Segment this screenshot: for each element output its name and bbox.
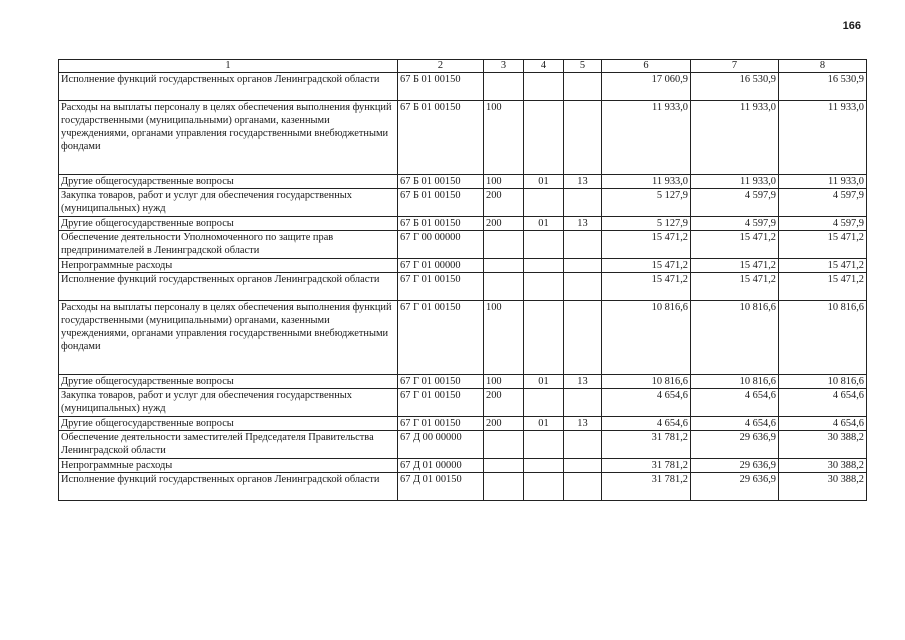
- row-col3-cell: [484, 231, 524, 259]
- row-col3-cell: 100: [484, 175, 524, 189]
- row-value8-cell: 4 654,6: [779, 417, 867, 431]
- row-col3-cell: [484, 259, 524, 273]
- row-value6-cell: 31 781,2: [602, 459, 691, 473]
- row-value8-cell: 30 388,2: [779, 459, 867, 473]
- table-row: [59, 417, 867, 431]
- row-code-cell: 67 Д 01 00000: [398, 459, 484, 473]
- header-col-4: 4: [524, 60, 564, 73]
- row-value6-cell: 10 816,6: [602, 301, 691, 375]
- row-col4-cell: 01: [524, 175, 564, 189]
- table-row: [59, 101, 867, 175]
- row-value7-cell: 16 530,9: [691, 73, 779, 101]
- header-col-3: 3: [484, 60, 524, 73]
- row-name-cell: Обеспечение деятельности заместителей Председателя Правительства Ленинградской области: [59, 431, 398, 459]
- row-value7-cell: 4 654,6: [691, 389, 779, 417]
- row-col3-cell: [484, 473, 524, 501]
- row-col4-cell: 01: [524, 375, 564, 389]
- header-col-1: 1: [59, 60, 398, 73]
- row-value6-cell: 11 933,0: [602, 175, 691, 189]
- row-col3-cell: 200: [484, 389, 524, 417]
- row-col5-cell: [564, 273, 602, 301]
- row-code-cell: 67 Б 01 00150: [398, 217, 484, 231]
- row-col5-cell: [564, 73, 602, 101]
- row-col4-cell: [524, 189, 564, 217]
- row-col4-cell: [524, 473, 564, 501]
- row-value8-cell: 15 471,2: [779, 259, 867, 273]
- row-code-cell: 67 Г 00 00000: [398, 231, 484, 259]
- row-code-cell: 67 Б 01 00150: [398, 101, 484, 175]
- row-value8-cell: 4 597,9: [779, 217, 867, 231]
- row-col4-cell: [524, 389, 564, 417]
- row-name-cell: Другие общегосударственные вопросы: [59, 375, 398, 389]
- row-value7-cell: 4 597,9: [691, 217, 779, 231]
- row-col3-cell: 100: [484, 301, 524, 375]
- row-col5-cell: [564, 259, 602, 273]
- table-body: [59, 73, 867, 501]
- row-col5-cell: [564, 101, 602, 175]
- page-number: 166: [842, 20, 861, 32]
- row-name-cell: Исполнение функций государственных органов Ленинградской области: [59, 273, 398, 301]
- row-col4-cell: [524, 301, 564, 375]
- header-col-6: 6: [602, 60, 691, 73]
- row-value8-cell: 15 471,2: [779, 231, 867, 259]
- row-col4-cell: 01: [524, 417, 564, 431]
- row-name-cell: Исполнение функций государственных органов Ленинградской области: [59, 473, 398, 501]
- row-value6-cell: 15 471,2: [602, 273, 691, 301]
- row-value8-cell: 30 388,2: [779, 431, 867, 459]
- budget-table: [58, 59, 867, 501]
- row-col4-cell: [524, 459, 564, 473]
- row-value8-cell: 16 530,9: [779, 73, 867, 101]
- row-code-cell: 67 Г 01 00150: [398, 273, 484, 301]
- row-value7-cell: 15 471,2: [691, 231, 779, 259]
- row-col3-cell: [484, 459, 524, 473]
- table-row: [59, 73, 867, 101]
- table-row: [59, 431, 867, 459]
- row-code-cell: 67 Г 01 00150: [398, 417, 484, 431]
- row-value7-cell: 15 471,2: [691, 273, 779, 301]
- row-col3-cell: 100: [484, 375, 524, 389]
- row-name-cell: Закупка товаров, работ и услуг для обеспечения государственных (муниципальных) нужд: [59, 389, 398, 417]
- row-value7-cell: 4 597,9: [691, 189, 779, 217]
- row-value8-cell: 11 933,0: [779, 101, 867, 175]
- table-row: [59, 389, 867, 417]
- row-value7-cell: 4 654,6: [691, 417, 779, 431]
- row-name-cell: Другие общегосударственные вопросы: [59, 175, 398, 189]
- row-name-cell: Непрограммные расходы: [59, 259, 398, 273]
- row-value6-cell: 17 060,9: [602, 73, 691, 101]
- table-row: [59, 175, 867, 189]
- row-value8-cell: 15 471,2: [779, 273, 867, 301]
- row-value7-cell: 29 636,9: [691, 431, 779, 459]
- table-row: [59, 273, 867, 301]
- row-col5-cell: 13: [564, 375, 602, 389]
- table-row: [59, 459, 867, 473]
- row-col3-cell: [484, 431, 524, 459]
- row-name-cell: Обеспечение деятельности Уполномоченного по защите прав предпринимателей в Ленинградской области: [59, 231, 398, 259]
- row-value6-cell: 11 933,0: [602, 101, 691, 175]
- row-value6-cell: 15 471,2: [602, 231, 691, 259]
- row-value7-cell: 10 816,6: [691, 301, 779, 375]
- row-value8-cell: 10 816,6: [779, 375, 867, 389]
- table-row: [59, 375, 867, 389]
- row-value7-cell: 10 816,6: [691, 375, 779, 389]
- row-code-cell: 67 Б 01 00150: [398, 189, 484, 217]
- row-value6-cell: 5 127,9: [602, 217, 691, 231]
- row-value8-cell: 10 816,6: [779, 301, 867, 375]
- row-col3-cell: 100: [484, 101, 524, 175]
- row-col5-cell: 13: [564, 217, 602, 231]
- row-col5-cell: 13: [564, 417, 602, 431]
- row-col5-cell: [564, 473, 602, 501]
- row-name-cell: Исполнение функций государственных органов Ленинградской области: [59, 73, 398, 101]
- row-value6-cell: 31 781,2: [602, 473, 691, 501]
- row-value6-cell: 15 471,2: [602, 259, 691, 273]
- row-name-cell: Расходы на выплаты персоналу в целях обеспечения выполнения функций государственными (муниципальными) органами, казенными учреждениями, органами управления государственными внебюджетными фондами: [59, 101, 398, 175]
- row-name-cell: Закупка товаров, работ и услуг для обеспечения государственных (муниципальных) нужд: [59, 189, 398, 217]
- row-value8-cell: 4 597,9: [779, 189, 867, 217]
- row-col3-cell: 200: [484, 417, 524, 431]
- header-col-7: 7: [691, 60, 779, 73]
- row-code-cell: 67 Г 01 00000: [398, 259, 484, 273]
- row-col4-cell: [524, 231, 564, 259]
- row-name-cell: Непрограммные расходы: [59, 459, 398, 473]
- row-col4-cell: [524, 259, 564, 273]
- row-value6-cell: 10 816,6: [602, 375, 691, 389]
- row-col5-cell: [564, 431, 602, 459]
- table-row: [59, 473, 867, 501]
- table-row: [59, 301, 867, 375]
- row-col5-cell: [564, 389, 602, 417]
- row-name-cell: Расходы на выплаты персоналу в целях обеспечения выполнения функций государственными (муниципальными) органами, казенными учреждениями, органами управления государственными внебюджетными фондами: [59, 301, 398, 375]
- row-col4-cell: [524, 273, 564, 301]
- header-col-8: 8: [779, 60, 867, 73]
- row-col3-cell: 200: [484, 217, 524, 231]
- row-value6-cell: 31 781,2: [602, 431, 691, 459]
- table-row: [59, 259, 867, 273]
- row-name-cell: Другие общегосударственные вопросы: [59, 417, 398, 431]
- row-col4-cell: 01: [524, 217, 564, 231]
- table-row: [59, 231, 867, 259]
- row-value6-cell: 4 654,6: [602, 389, 691, 417]
- row-col4-cell: [524, 73, 564, 101]
- row-value8-cell: 30 388,2: [779, 473, 867, 501]
- row-value7-cell: 11 933,0: [691, 175, 779, 189]
- row-code-cell: 67 Б 01 00150: [398, 175, 484, 189]
- row-value8-cell: 4 654,6: [779, 389, 867, 417]
- header-col-2: 2: [398, 60, 484, 73]
- row-value7-cell: 15 471,2: [691, 259, 779, 273]
- row-code-cell: 67 Д 01 00150: [398, 473, 484, 501]
- table-row: [59, 217, 867, 231]
- row-value6-cell: 5 127,9: [602, 189, 691, 217]
- header-col-5: 5: [564, 60, 602, 73]
- row-col4-cell: [524, 101, 564, 175]
- row-code-cell: 67 Б 01 00150: [398, 73, 484, 101]
- row-col4-cell: [524, 431, 564, 459]
- row-col5-cell: [564, 231, 602, 259]
- row-col3-cell: [484, 273, 524, 301]
- table-row: [59, 189, 867, 217]
- row-col5-cell: [564, 301, 602, 375]
- row-value8-cell: 11 933,0: [779, 175, 867, 189]
- row-col5-cell: [564, 189, 602, 217]
- row-value6-cell: 4 654,6: [602, 417, 691, 431]
- row-code-cell: 67 Г 01 00150: [398, 389, 484, 417]
- row-col3-cell: 200: [484, 189, 524, 217]
- row-col3-cell: [484, 73, 524, 101]
- row-code-cell: 67 Г 01 00150: [398, 301, 484, 375]
- row-value7-cell: 11 933,0: [691, 101, 779, 175]
- row-value7-cell: 29 636,9: [691, 473, 779, 501]
- row-name-cell: Другие общегосударственные вопросы: [59, 217, 398, 231]
- table-header-row: [59, 60, 867, 73]
- row-value7-cell: 29 636,9: [691, 459, 779, 473]
- row-code-cell: 67 Д 00 00000: [398, 431, 484, 459]
- row-code-cell: 67 Г 01 00150: [398, 375, 484, 389]
- row-col5-cell: 13: [564, 175, 602, 189]
- row-col5-cell: [564, 459, 602, 473]
